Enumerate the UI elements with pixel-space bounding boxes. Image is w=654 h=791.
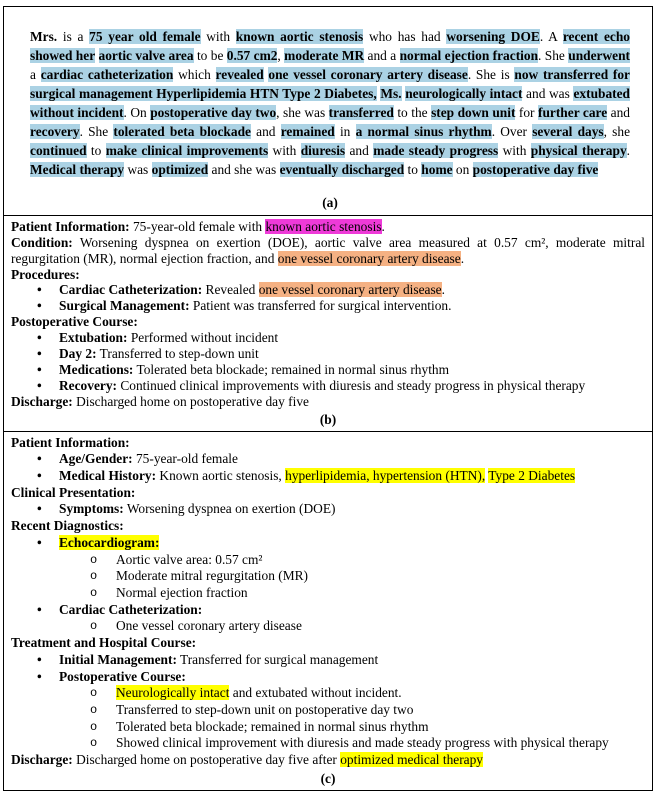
text-run: Procedures:	[11, 266, 80, 282]
blue-highlighted-text: cardiac catheterization	[40, 67, 174, 83]
text-run: and	[345, 143, 374, 159]
panel-b-summary	[4, 216, 652, 432]
text-run: Tolerated beta blockade; remained in normal sinus rhythm	[133, 361, 450, 377]
text-run: was	[124, 162, 152, 178]
text-run: Discharged home on postoperative day five after	[72, 752, 341, 768]
disc-bullet-marker: •	[37, 668, 42, 684]
text-run: Cardiac Catheterization:	[59, 601, 203, 617]
sub-bullet-item	[11, 719, 645, 736]
panel-a-clinical-note	[4, 7, 652, 216]
blue-highlighted-text: several days	[532, 124, 604, 140]
text-run: who has had	[363, 29, 447, 45]
text-run: Patient Information:	[11, 218, 130, 234]
blue-highlighted-text: further care	[538, 105, 608, 121]
text-run: Showed clinical improvement with diuresis and made steady progress with physical therapy	[116, 735, 609, 751]
text-run: Initial Management:	[59, 651, 177, 667]
text-run: Treatment and Hospital Course:	[11, 635, 197, 651]
text-run: and she was	[208, 162, 280, 178]
circle-bullet-marker: o	[90, 619, 98, 634]
summary-b-blocks	[11, 219, 645, 410]
blue-highlighted-text: Medical therapy	[30, 162, 125, 178]
text-run: Clinical Presentation:	[11, 484, 136, 500]
blue-highlighted-text: extubated without incident	[30, 86, 631, 121]
blue-highlighted-text: home	[421, 162, 453, 178]
text-run: Discharge:	[11, 393, 73, 409]
blue-highlighted-text: neurologically intact	[405, 86, 523, 102]
disc-bullet-marker: •	[37, 330, 42, 346]
disc-bullet-marker: •	[37, 501, 42, 517]
text-run: with	[268, 143, 301, 159]
blue-highlighted-text: continued	[30, 143, 87, 159]
text-run: Symptoms:	[59, 501, 124, 517]
disc-bullet-marker: •	[37, 298, 42, 314]
paragraph	[11, 485, 645, 502]
disc-bullet-marker: •	[37, 651, 42, 667]
yellow-highlighted-text: hyperlipidemia, hypertension (HTN),	[285, 468, 486, 484]
blue-highlighted-text: one vessel coronary artery disease	[268, 67, 468, 83]
text-run: to	[86, 143, 106, 159]
blue-highlighted-text: a normal sinus rhythm	[355, 124, 492, 140]
clinical-note-paragraph	[30, 27, 630, 179]
blue-highlighted-text: remained	[280, 124, 335, 140]
bullet-item	[11, 669, 645, 686]
magenta-highlighted-text: known aortic stenosis	[265, 218, 382, 234]
text-run: .	[460, 250, 465, 266]
text-run: with	[200, 29, 236, 45]
paragraph	[11, 435, 645, 452]
disc-bullet-marker: •	[37, 451, 42, 467]
blue-highlighted-text: revealed	[215, 67, 264, 83]
sub-bullet-item	[11, 685, 645, 702]
text-run: to the	[393, 105, 432, 121]
text-run: .	[441, 282, 445, 298]
text-run: to	[404, 162, 422, 178]
sub-bullet-item	[11, 568, 645, 585]
text-run: . She is	[467, 67, 515, 83]
circle-bullet-marker: o	[90, 552, 98, 567]
blue-highlighted-text: made steady progress	[373, 143, 499, 159]
text-run: Performed without incident	[127, 330, 279, 346]
text-run: Age/Gender:	[59, 451, 133, 467]
blue-highlighted-text: known aortic stenosis	[235, 29, 364, 45]
text-run: 75-year-old female	[132, 451, 238, 467]
yellow-highlighted-text: Echocardiogram:	[59, 534, 160, 550]
text-run: Cardiac Catheterization:	[59, 282, 203, 298]
disc-bullet-marker: •	[37, 534, 42, 550]
bullet-item	[11, 602, 645, 619]
circle-bullet-marker: o	[90, 569, 98, 584]
blue-highlighted-text: make clinical improvements	[105, 143, 269, 159]
yellow-highlighted-text: optimized medical therapy	[340, 752, 483, 768]
text-run: with	[498, 143, 531, 159]
text-run: , she	[603, 124, 631, 140]
summary-c-blocks	[11, 435, 645, 769]
text-run: Aortic valve area: 0.57 cm²	[116, 551, 263, 567]
blue-highlighted-text: now transferred for surgical management Hyperlipidemia HTN Type 2 Diabetes,	[30, 67, 630, 102]
disc-bullet-marker: •	[37, 346, 42, 362]
blue-highlighted-text: 0.57 cm2	[226, 48, 278, 64]
blue-highlighted-text: moderate MR	[284, 48, 365, 64]
bullet-item	[11, 282, 645, 298]
text-run: Continued clinical improvements with diuresis and steady progress in physical therapy	[117, 377, 586, 393]
text-run: . A	[539, 29, 563, 45]
text-run: for	[515, 105, 538, 121]
text-run: and	[250, 124, 281, 140]
yellow-highlighted-text: Neurologically intact	[116, 685, 230, 701]
document	[3, 6, 653, 791]
bullet-item	[11, 501, 645, 518]
text-run: Normal ejection fraction	[116, 584, 248, 600]
text-run: a	[30, 67, 41, 83]
text-run: .	[626, 143, 630, 159]
text-run: Revealed	[202, 282, 259, 298]
paragraph	[11, 394, 645, 410]
orange-highlighted-text: one vessel coronary artery disease	[258, 282, 442, 298]
bullet-item	[11, 652, 645, 669]
text-run: Condition:	[11, 234, 73, 250]
bullet-item	[11, 451, 645, 468]
text-run: Mrs.	[30, 29, 58, 45]
blue-highlighted-text: recent echo showed her	[30, 29, 630, 64]
disc-bullet-marker: •	[37, 282, 42, 298]
blue-highlighted-text: diuresis	[300, 143, 346, 159]
orange-highlighted-text: one vessel coronary artery disease	[277, 250, 461, 266]
sub-bullet-item	[11, 585, 645, 602]
page	[0, 6, 654, 791]
text-run: ,	[277, 48, 285, 64]
text-run: Known aortic stenosis,	[156, 468, 286, 484]
text-run: , she was	[276, 105, 329, 121]
text-run: Tolerated beta blockade; remained in normal sinus rhythm	[116, 718, 429, 734]
paragraph	[11, 235, 645, 267]
text-run: Medications:	[59, 361, 134, 377]
text-run: and a	[364, 48, 400, 64]
sub-bullet-item	[11, 552, 645, 569]
text-run: in	[334, 124, 356, 140]
disc-bullet-marker: •	[37, 361, 42, 377]
text-run: which	[173, 67, 216, 83]
caption-c: (c)	[320, 770, 336, 786]
blue-highlighted-text: aortic valve area	[98, 48, 194, 64]
sub-bullet-item	[11, 702, 645, 719]
blue-highlighted-text: postoperative day two	[150, 105, 277, 121]
text-run: Extubation:	[59, 330, 128, 346]
text-run: and extubated without incident.	[229, 685, 402, 701]
disc-bullet-marker: •	[37, 377, 42, 393]
blue-highlighted-text: tolerated beta blockade	[113, 124, 251, 140]
text-run: Postoperative Course:	[59, 668, 186, 684]
text-run: and	[607, 105, 630, 121]
blue-highlighted-text: recovery	[30, 124, 80, 140]
blue-highlighted-text: underwent	[568, 48, 630, 64]
text-run: is a	[57, 29, 90, 45]
text-run: Transferred to step-down unit on postoperative day two	[116, 701, 414, 717]
text-run: Recent Diagnostics:	[11, 518, 124, 534]
panel-c-summary	[4, 432, 652, 790]
caption-b: (b)	[319, 411, 337, 427]
text-run: Worsening dyspnea on exertion (DOE), aortic valve area measured at 0.57 cm², moderate mitral regurgitation (MR), normal ejection fraction, and	[11, 234, 645, 266]
paragraph	[11, 267, 645, 283]
text-run: Patient Information:	[11, 434, 130, 450]
text-run: . She	[79, 124, 114, 140]
blue-highlighted-text: eventually discharged	[279, 162, 405, 178]
sub-bullet-item	[11, 618, 645, 635]
blue-highlighted-text: physical therapy	[530, 143, 627, 159]
bullet-item	[11, 378, 645, 394]
paragraph	[11, 314, 645, 330]
circle-bullet-marker: o	[90, 702, 98, 717]
paragraph	[11, 518, 645, 535]
bullet-item	[11, 346, 645, 362]
bullet-item	[11, 468, 645, 485]
blue-highlighted-text: step down unit	[431, 105, 516, 121]
paragraph	[11, 635, 645, 652]
circle-bullet-marker: o	[90, 585, 98, 600]
disc-bullet-marker: •	[37, 601, 42, 617]
text-run: on	[452, 162, 473, 178]
text-run: Surgical Management:	[59, 298, 190, 314]
text-run: Discharged home on postoperative day five	[72, 393, 309, 409]
text-run: . On	[123, 105, 151, 121]
text-run: and was	[522, 86, 574, 102]
bullet-item	[11, 298, 645, 314]
text-run: Transferred for surgical management	[176, 651, 379, 667]
blue-highlighted-text: Ms.	[380, 86, 402, 102]
circle-bullet-marker: o	[90, 686, 98, 701]
text-run: One vessel coronary artery disease	[116, 618, 302, 634]
text-run: Transferred to step-down unit	[96, 346, 259, 362]
text-run: .	[381, 218, 385, 234]
bullet-item	[11, 535, 645, 552]
sub-bullet-item	[11, 735, 645, 752]
circle-bullet-marker: o	[90, 736, 98, 751]
text-run: Moderate mitral regurgitation (MR)	[116, 568, 309, 584]
text-run: Day 2:	[59, 346, 97, 362]
text-run: 75-year-old female with	[129, 218, 266, 234]
paragraph	[11, 752, 645, 769]
blue-highlighted-text: optimized	[151, 162, 209, 178]
blue-highlighted-text: worsening DOE	[446, 29, 540, 45]
paragraph	[11, 219, 645, 235]
text-run: to be	[193, 48, 227, 64]
circle-bullet-marker: o	[90, 719, 98, 734]
blue-highlighted-text: normal ejection fraction	[399, 48, 539, 64]
blue-highlighted-text: 75 year old female	[89, 29, 201, 45]
text-run: Worsening dyspnea on exertion (DOE)	[123, 501, 336, 517]
text-run: Postoperative Course:	[11, 314, 138, 330]
caption-a: (a)	[322, 194, 338, 210]
bullet-item	[11, 362, 645, 378]
text-run: . Over	[491, 124, 533, 140]
blue-highlighted-text: transferred	[328, 105, 394, 121]
blue-highlighted-text: postoperative day five	[472, 162, 599, 178]
text-run: Recovery:	[59, 377, 117, 393]
text-run: . She	[538, 48, 569, 64]
text-run: Discharge:	[11, 752, 73, 768]
yellow-highlighted-text: Type 2 Diabetes	[488, 468, 576, 484]
bullet-item	[11, 330, 645, 346]
text-run: Patient was transferred for surgical intervention.	[189, 298, 452, 314]
disc-bullet-marker: •	[37, 468, 42, 484]
text-run: Medical History:	[59, 468, 157, 484]
